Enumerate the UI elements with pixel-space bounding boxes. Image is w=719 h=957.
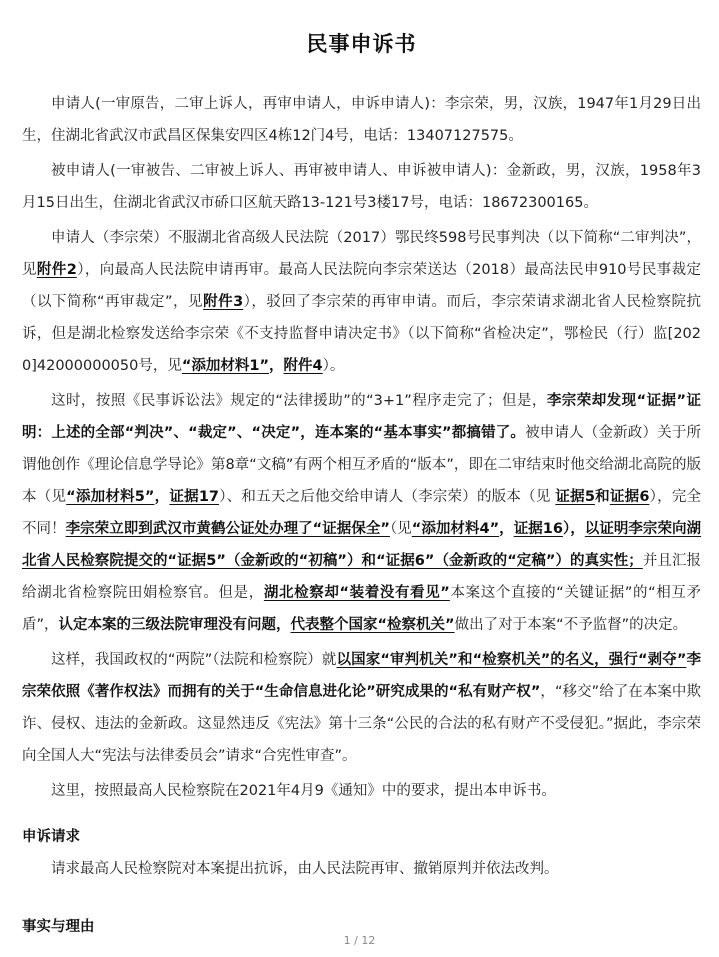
emphasis-text: 以国家“审判机关”和“检察机关”的名义， <box>336 652 609 668</box>
text-run: ）。 <box>322 358 345 374</box>
attachment-ref: 附件3 <box>203 294 244 310</box>
section-title-facts: 事实与理由 <box>22 919 95 935</box>
respondent-paragraph: 被申请人(一审被告、二审被上诉人、再审被申请人、申诉被申请人)：金新政，男，汉族，1958年3月15日出生，住湖北省武汉市硚口区航天路13-121号3楼17号，电话：18672300165。 <box>22 163 701 211</box>
text-run: ）、和五天之后他交给申请人（李宗荣）的版本（见 <box>219 489 556 505</box>
text-run: ， <box>154 489 170 505</box>
page-indicator: 1 / 12 <box>343 934 376 947</box>
evidence-ref: 证据6 <box>609 489 650 505</box>
text-run: 做出了对于本案“不予监督”的决定。 <box>454 617 688 633</box>
attachment-ref: 附件4 <box>283 358 323 374</box>
text-run: 和 <box>594 489 610 505</box>
emphasis-text: 代表整个国家“检察机关” <box>290 617 455 633</box>
material-ref: “添加材料5” <box>66 489 155 505</box>
evidence-ref: 证据16 <box>513 521 563 537</box>
attachment-ref: 附件2 <box>36 262 77 278</box>
text-run: ），驳回了李宗荣的再审申请。而后，李宗荣请求湖北省人民检察院抗诉，但是湖北检察发送给李宗荣《不支持监督申请决定书》（以下简称“省检决定”，鄂检民（行）监[2020]42000000050号，见 <box>22 294 702 374</box>
material-ref: “添加材料4” <box>411 521 500 537</box>
text-run: 被申请人（金新政）关于所谓他创作《理论信息学导论》第8章“文稿”有两个相互矛盾的“版本”，即在二审结束时他交给湖北高院的版本（见 <box>22 425 701 505</box>
text-run: 并且汇报给湖北省检察院田娟检察官。但是， <box>22 553 702 601</box>
applicant-paragraph: 申请人(一审原告，二审上诉人，再审申请人，申诉申请人)：李宗荣，男，汉族，1947年1月29日出生，住湖北省武汉市武昌区保集安四区4栋12门4号，电话：13407127575。 <box>22 96 701 144</box>
material-ref: “添加材料1” <box>181 358 270 374</box>
closing-paragraph: 这里，按照最高人民检察院在2021年4月9《通知》中的要求，提出本申诉书。 <box>51 783 556 799</box>
emphasis-text: 以证明李宗荣向湖北省人民检察院提交的“证据5”（金新政的“初稿”）和“证据6”（金新政的“定稿”）的真实性； <box>22 521 702 569</box>
evidence-ref: 证据5 <box>555 489 595 505</box>
emphasis-text: 认定本案的三级法院审理没有问题， <box>58 617 291 633</box>
emphasis-text: 李宗荣却发现“证据”证明：上述的全部“判决”、“裁定”、“决定”，连本案的“基本事实”都搞错了。 <box>22 393 701 441</box>
evidence-ref: 证据17 <box>169 489 220 505</box>
text-run: 这时，按照《民事诉讼法》规定的“法律援助”的“3+1”程序走完了；但是， <box>51 393 547 409</box>
text-run: ， <box>499 521 514 537</box>
emphasis-text: 强行“剥夺” <box>608 652 687 668</box>
section-title-request: 申诉请求 <box>22 829 80 845</box>
text-run: （见 <box>389 521 412 537</box>
text-run: ，“移交”给了在本案中欺诈、侵权、违法的金新政。这显然违反《宪法》第十三条“公民的合法的私有财产不受侵犯。”据此，李宗荣向全国人大“宪法与法律委员会”请求“合宪性审查”。 <box>22 684 701 764</box>
document-title: 民事申诉书 <box>306 32 417 56</box>
emphasis-text: 李宗荣依照《著作权法》而拥有的关于“生命信息进化论”研究成果的“私有财产权” <box>22 652 702 700</box>
emphasis-text: 湖北检察却“装着没有看见” <box>263 585 450 601</box>
text-run: ），向最高人民法院申请再审。最高人民法院向李宗荣送达（2018）最高法民申910号民事裁定（以下简称“再审裁定”，见 <box>22 262 702 310</box>
text-run: 申请人（李宗荣）不服湖北省高级人民法院（2017）鄂民终598号民事判决（以下简称“二审判决”，见 <box>22 230 701 278</box>
rights-paragraph <box>22 644 701 772</box>
text-run: 本案这个直接的“关键证据”的“相互矛盾”， <box>22 585 701 633</box>
request-paragraph: 请求最高人民检察院对本案提出抗诉，由人民法院再审、撤销原判并依法改判。 <box>51 861 559 877</box>
evidence-paragraph <box>22 385 701 641</box>
text-run: 这样，我国政权的“两院”（法院和检察院）就 <box>51 652 337 668</box>
background-paragraph <box>22 222 701 382</box>
text-run: ），完全不同！ <box>22 489 702 537</box>
text-run: ）， <box>562 521 585 537</box>
emphasis-text: 李宗荣立即到武汉市黄鹤公证处办理了“证据保全” <box>65 521 390 537</box>
text-run: ， <box>269 358 284 374</box>
